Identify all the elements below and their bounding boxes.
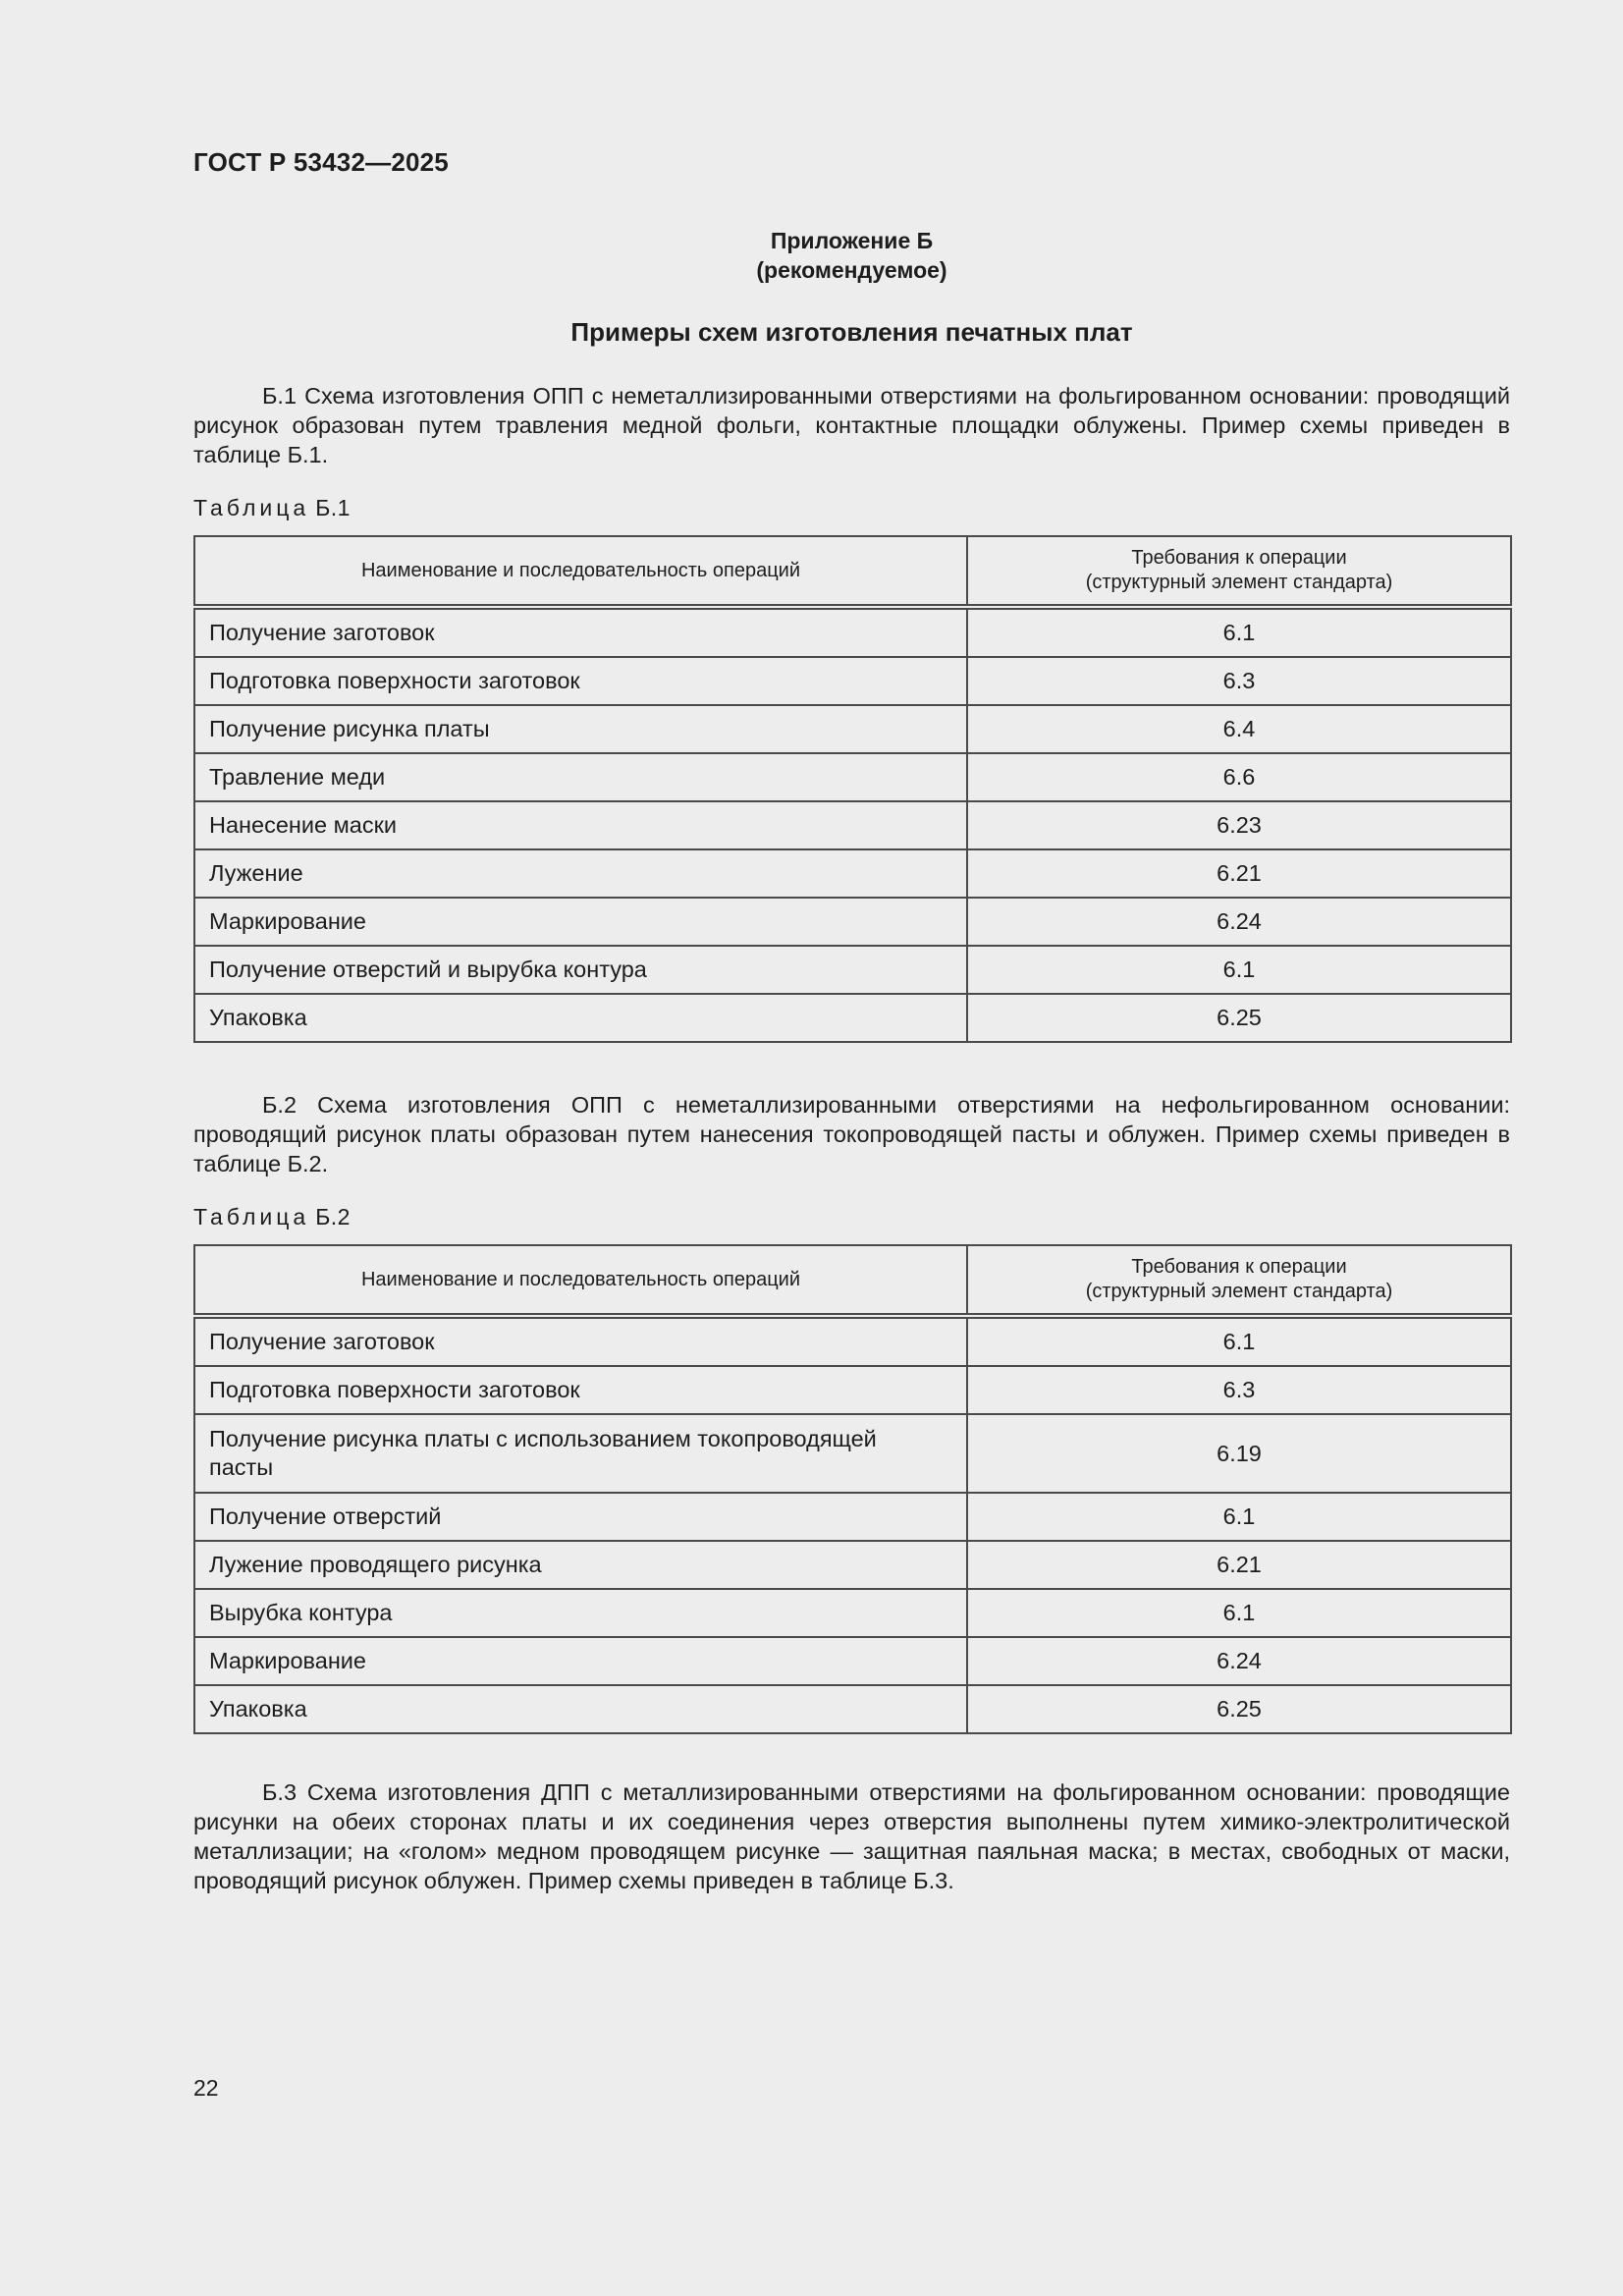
operation-cell: Подготовка поверхности заготовок [194,1366,967,1414]
table-row [194,946,1511,994]
section-title: Примеры схем изготовления печатных плат [570,317,1133,347]
table-row [194,1366,1511,1414]
table-header-row [194,536,1511,607]
column-header-requirements-line1: Требования к операции [1131,547,1347,569]
column-header-requirements-line2: (структурный элемент стандарта) [1085,1281,1393,1302]
requirement-cell: 6.25 [967,1685,1511,1733]
requirement-cell: 6.1 [967,1493,1511,1541]
table-row [194,898,1511,946]
table-row [194,1541,1511,1589]
page-number: 22 [193,2075,219,2101]
table-row [194,607,1511,657]
requirement-cell: 6.24 [967,898,1511,946]
requirement-cell: 6.3 [967,1366,1511,1414]
paragraph-b2: Б.2 Схема изготовления ОПП с неметаллизированными отверстиями на нефольгированном основании: проводящий рисунок платы образован путем нанесения токопроводящей пасты и облужен. Пример схемы приведен в таблице Б.2. [193,1092,1510,1176]
operation-cell: Упаковка [194,994,967,1042]
table-row [194,705,1511,753]
column-header-requirements [967,1245,1511,1316]
operation-cell: Вырубка контура [194,1589,967,1637]
table-row [194,657,1511,705]
requirement-cell: 6.21 [967,1541,1511,1589]
table-row [194,1414,1511,1493]
operation-cell: Упаковка [194,1685,967,1733]
operation-cell: Получение заготовок [194,1316,967,1366]
operation-cell: Нанесение маски [194,801,967,849]
table-row [194,994,1511,1042]
table-row [194,753,1511,801]
operation-cell: Получение рисунка платы [194,705,967,753]
table-row [194,849,1511,898]
operation-cell: Получение заготовок [194,607,967,657]
table-b2-caption [193,1204,351,1230]
requirement-cell: 6.1 [967,607,1511,657]
paragraph-b1: Б.1 Схема изготовления ОПП с неметаллизированными отверстиями на фольгированном основании: проводящий рисунок образован путем травления медной фольги, контактные площадки облужены. Пример схемы приведен в таблице Б.1. [193,383,1510,467]
requirement-cell: 6.25 [967,994,1511,1042]
table-b1-caption [193,495,351,521]
document-code: ГОСТ Р 53432—2025 [193,147,449,177]
table-row [194,1493,1511,1541]
operation-cell: Лужение проводящего рисунка [194,1541,967,1589]
requirement-cell: 6.1 [967,1316,1511,1366]
table-caption-word: Таблица [193,495,310,520]
requirement-cell: 6.24 [967,1637,1511,1685]
column-header-requirements-line2: (структурный элемент стандарта) [1085,572,1393,593]
table-row [194,1685,1511,1733]
table-caption-number: Б.1 [315,495,351,520]
requirement-cell: 6.4 [967,705,1511,753]
operation-cell: Получение отверстий [194,1493,967,1541]
requirement-cell: 6.6 [967,753,1511,801]
appendix-heading [193,226,1510,285]
operation-cell: Подготовка поверхности заготовок [194,657,967,705]
operation-cell: Маркирование [194,898,967,946]
table-row [194,1316,1511,1366]
requirement-cell: 6.3 [967,657,1511,705]
table-row [194,1637,1511,1685]
table-row [194,1589,1511,1637]
operation-cell: Лужение [194,849,967,898]
requirement-cell: 6.21 [967,849,1511,898]
requirement-cell: 6.19 [967,1414,1511,1493]
operation-cell: Маркирование [194,1637,967,1685]
requirement-cell: 6.1 [967,946,1511,994]
table-b1 [193,535,1512,1043]
appendix-title: Приложение Б [770,228,934,253]
operation-cell: Получение рисунка платы с использованием токопроводящей пасты [194,1414,967,1493]
requirement-cell: 6.1 [967,1589,1511,1637]
requirement-cell: 6.23 [967,801,1511,849]
table-b2 [193,1244,1512,1734]
table-caption-number: Б.2 [315,1204,351,1230]
operation-cell: Травление меди [194,753,967,801]
table-caption-word: Таблица [193,1204,310,1230]
table-row [194,801,1511,849]
column-header-operations: Наименование и последовательность операций [194,1245,967,1316]
column-header-operations: Наименование и последовательность операций [194,536,967,607]
appendix-status: (рекомендуемое) [756,257,947,283]
column-header-requirements [967,536,1511,607]
column-header-requirements-line1: Требования к операции [1131,1256,1347,1278]
operation-cell: Получение отверстий и вырубка контура [194,946,967,994]
table-header-row [194,1245,1511,1316]
paragraph-b3: Б.3 Схема изготовления ДПП с металлизированными отверстиями на фольгированном основании: проводящие рисунки на обеих сторонах платы и их соединения через отверстия выполнены путем химико-электролитической металлизации; на «голом» медном проводящем рисунке — защитная паяльная маска; в местах, свободных от маски, проводящий рисунок облужен. Пример схемы приведен в таблице Б.3. [193,1779,1510,1893]
